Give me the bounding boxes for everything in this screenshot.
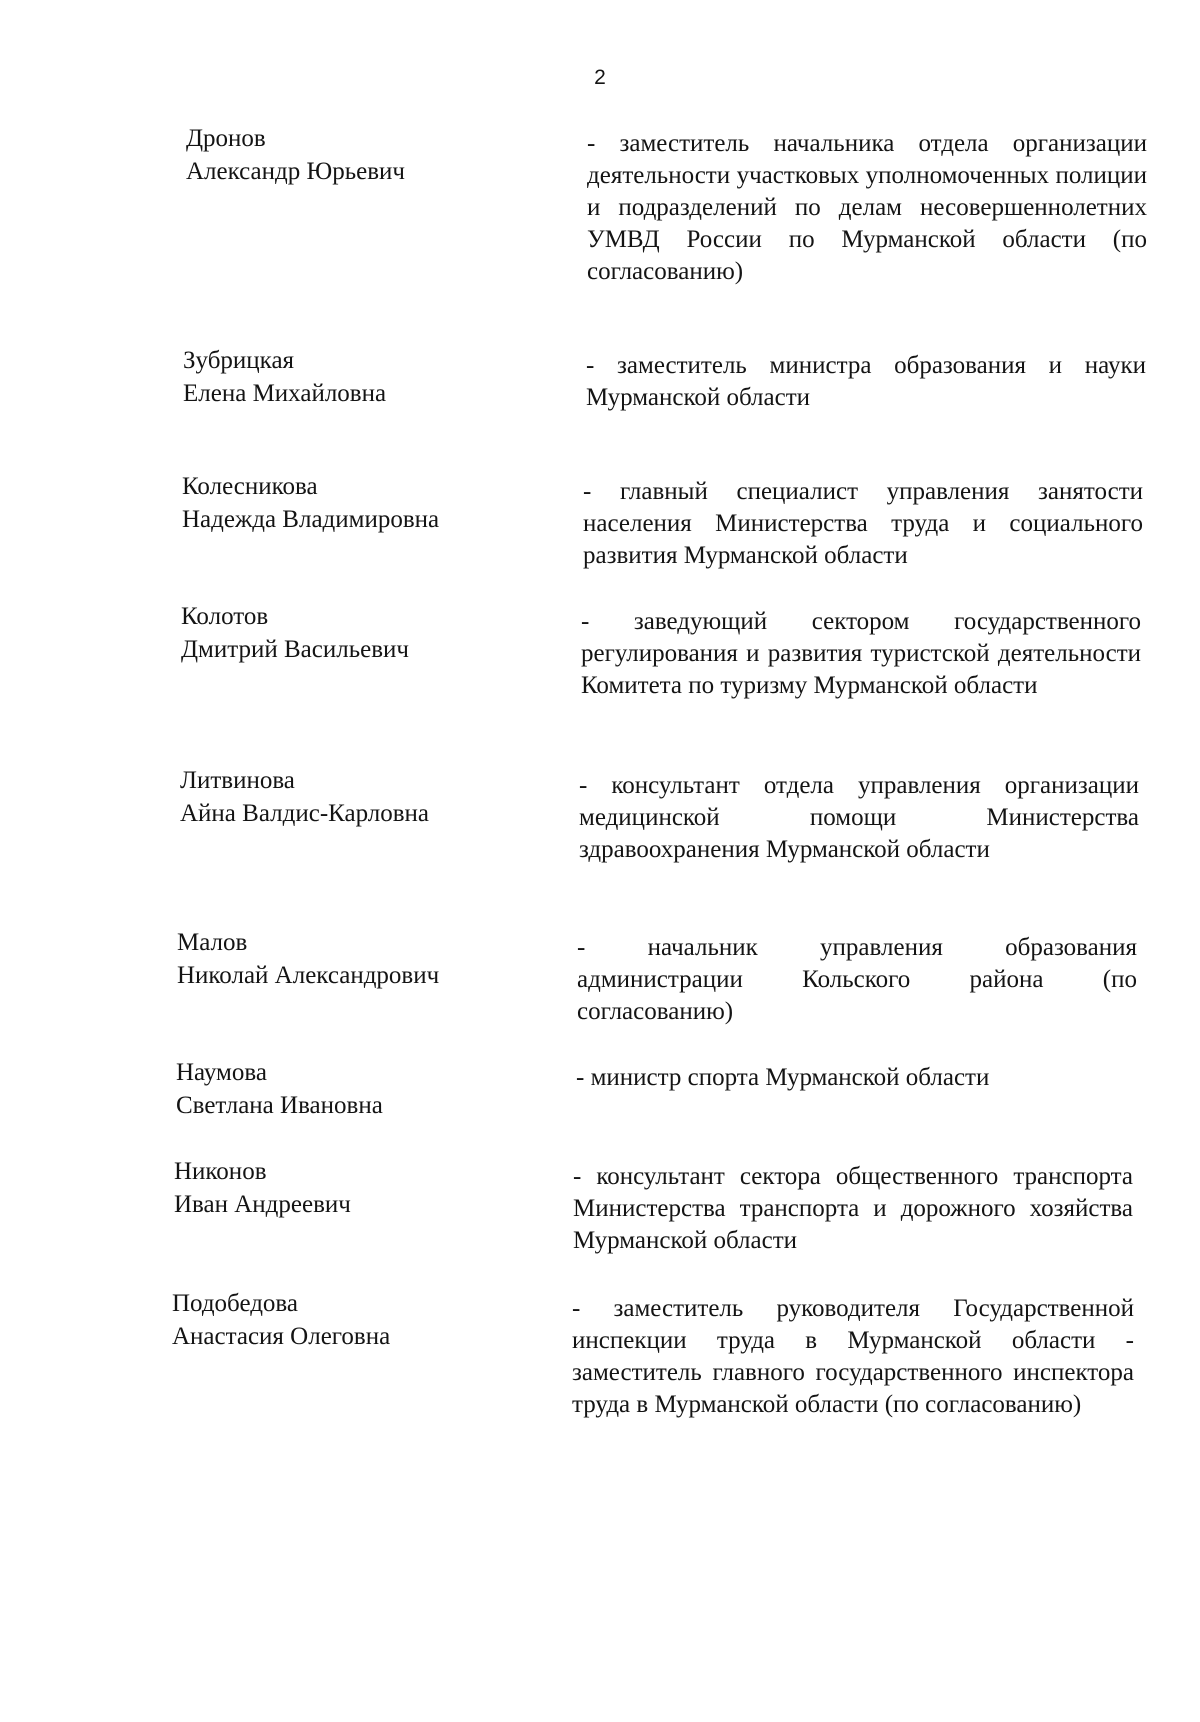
person-name — [177, 926, 537, 992]
person-position: - заведующий сектором государственного регулирования и развития туристской деятельности Комитета по туризму Мурманской области — [581, 608, 1141, 699]
person-surname: Наумова — [176, 1059, 267, 1086]
person-name — [183, 344, 543, 410]
page-number: 2 — [594, 66, 606, 89]
person-surname: Колотов — [181, 603, 269, 630]
person-given-names: Елена Михайловна — [183, 380, 387, 407]
person-name — [186, 122, 546, 188]
person-surname: Колесникова — [182, 473, 318, 500]
person-name — [174, 1155, 534, 1221]
person-name — [182, 470, 542, 536]
person-surname: Дронов — [186, 125, 266, 152]
person-given-names: Николай Александрович — [177, 962, 440, 989]
person-surname: Никонов — [174, 1158, 267, 1185]
person-name — [172, 1287, 532, 1353]
person-position: - консультант отдела управления организации медицинской помощи Министерства здравоохранения Мурманской области — [579, 772, 1139, 863]
person-position: - заместитель министра образования и науки Мурманской области — [586, 352, 1146, 411]
person-position: - начальник управления образования администрации Кольского района (по согласованию) — [577, 934, 1137, 1025]
person-name — [180, 764, 540, 830]
person-given-names: Анастасия Олеговна — [172, 1323, 391, 1350]
person-surname: Малов — [177, 929, 248, 956]
person-given-names: Александр Юрьевич — [186, 158, 405, 185]
person-surname: Зубрицкая — [183, 347, 295, 374]
person-position: - заместитель руководителя Государственной инспекции труда в Мурманской области - заместитель главного государственного инспектора труда в Мурманской области (по согласованию) — [572, 1295, 1134, 1418]
person-given-names: Дмитрий Васильевич — [181, 636, 409, 663]
person-surname: Подобедова — [172, 1290, 299, 1317]
person-given-names: Светлана Ивановна — [176, 1092, 383, 1119]
person-position: - министр спорта Мурманской области — [576, 1064, 990, 1091]
person-position: - заместитель начальника отдела организации деятельности участковых уполномоченных полиции и подразделений по делам несовершеннолетних УМВД России по Мурманской области (по согласованию) — [587, 130, 1147, 285]
person-name — [176, 1056, 536, 1122]
person-given-names: Надежда Владимировна — [182, 506, 440, 533]
person-surname: Литвинова — [180, 767, 295, 794]
person-position: - главный специалист управления занятости населения Министерства труда и социального развития Мурманской области — [583, 478, 1143, 569]
person-given-names: Иван Андреевич — [174, 1191, 351, 1218]
person-position: - консультант сектора общественного транспорта Министерства транспорта и дорожного хозяйства Мурманской области — [573, 1163, 1133, 1254]
person-name — [181, 600, 541, 666]
person-given-names: Айна Валдис-Карловна — [180, 800, 430, 827]
